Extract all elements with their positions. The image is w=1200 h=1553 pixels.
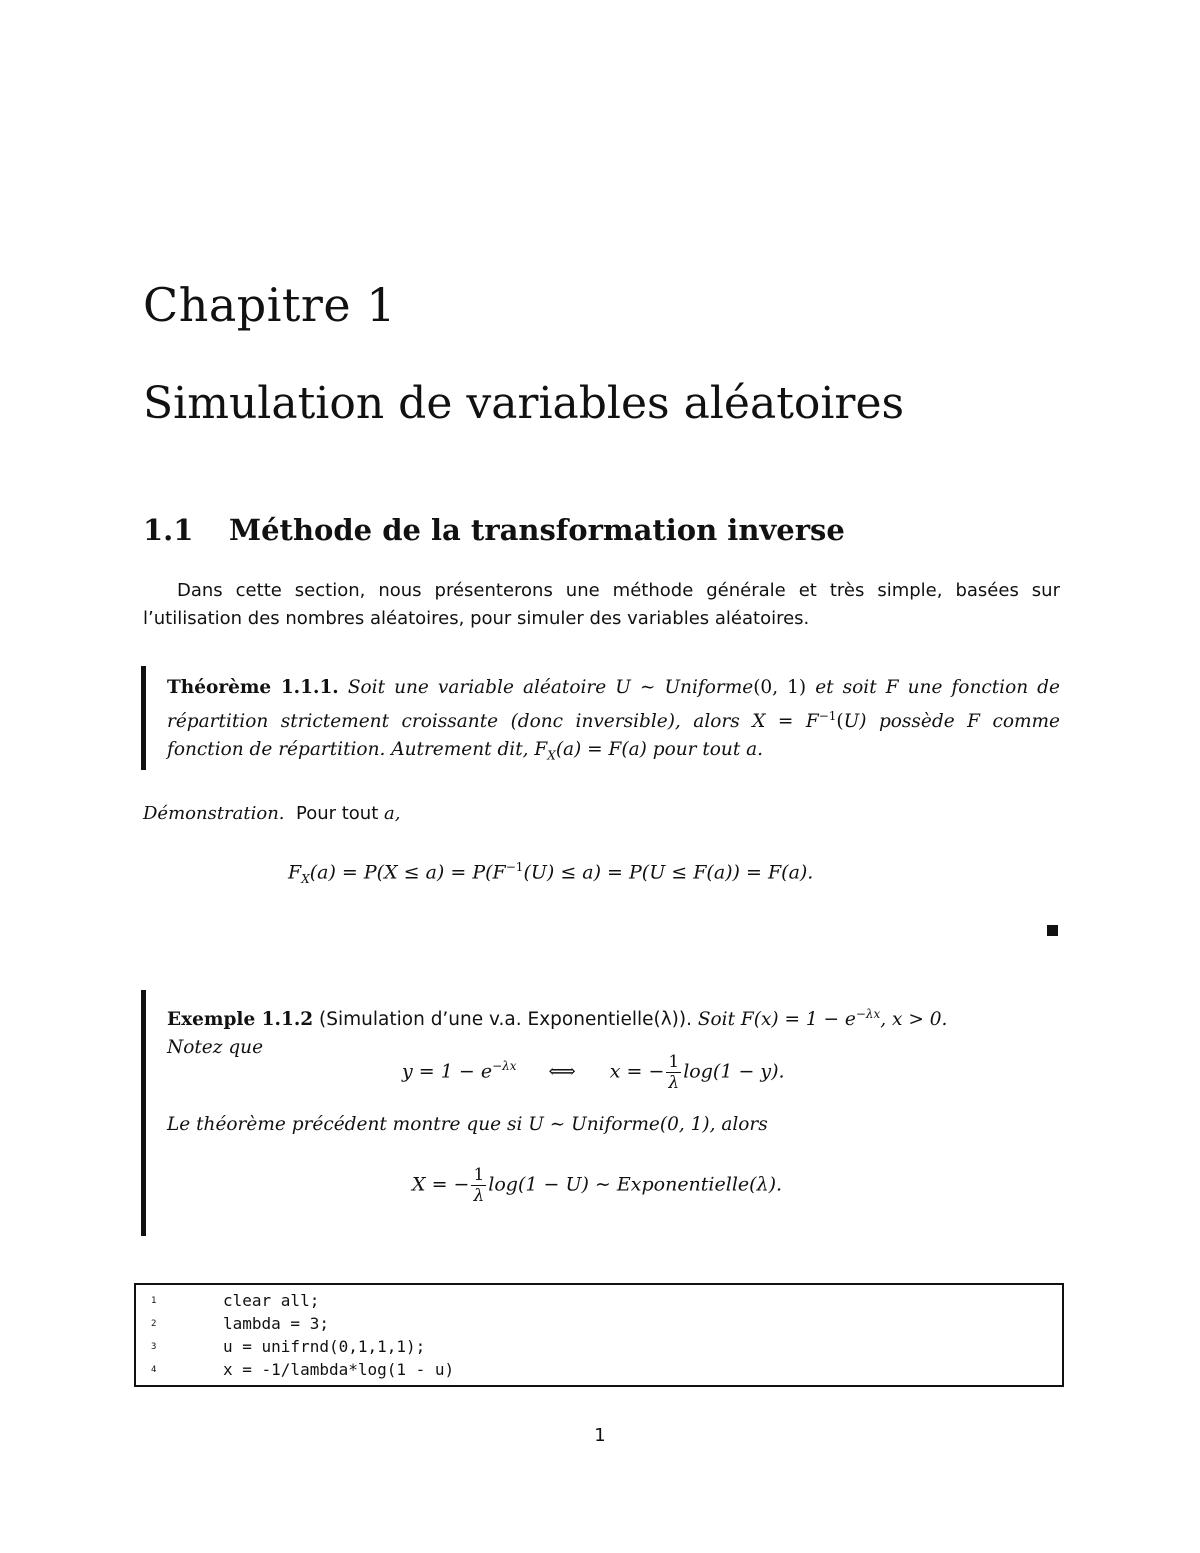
code-line-number: 2 <box>151 1319 157 1329</box>
eq-inverse-sup: −1 <box>505 860 524 874</box>
example-equation-1 <box>402 1052 785 1093</box>
intro-paragraph: Dans cette section, nous présenterons une méthode générale et très simple, basées sur l’utilisation des nombres aléatoires, pour simuler des variables aléatoires. <box>143 580 1060 629</box>
example-cdf: F(x) = 1 − e <box>740 1009 856 1031</box>
theorem-var-u: U <box>615 677 631 698</box>
theorem-text: comme fonction de répartition. Autrement dit, <box>167 711 1061 761</box>
example-line-1 <box>167 1000 1062 1034</box>
theorem-text: et soit <box>806 677 886 698</box>
eq2-right: x = − <box>609 1060 665 1083</box>
eq2-log: log(1 − y). <box>683 1060 785 1083</box>
eq3-denominator: λ <box>473 1186 485 1206</box>
iff-icon: ⟺ <box>548 1060 576 1083</box>
theorem-var-f: F <box>885 677 899 698</box>
eq2-left: y = 1 − e <box>402 1060 493 1083</box>
section-number: 1.1 <box>143 513 194 547</box>
code-line-text: clear all; <box>223 1291 320 1310</box>
theorem-sub-x: X <box>547 748 556 763</box>
eq3-param: (λ). <box>749 1173 783 1196</box>
theorem-inverse-sup: −1 <box>818 709 837 723</box>
demonstration-label: Démonstration. <box>143 803 285 824</box>
theorem-label: Théorème 1.1.1. <box>167 677 339 698</box>
code-line-number: 3 <box>151 1342 157 1352</box>
theorem-text: ) possède <box>859 711 968 733</box>
code-listing <box>134 1283 1064 1387</box>
eq3-distribution: Exponentielle <box>616 1173 750 1196</box>
chapter-title: Simulation de variables aléatoires <box>143 378 905 429</box>
section-heading <box>143 513 845 547</box>
eq3-fraction <box>471 1165 486 1206</box>
demonstration-text: Pour tout <box>295 803 384 824</box>
example-bar <box>141 990 146 1236</box>
eq2-denominator: λ <box>668 1073 680 1093</box>
example-equation-2 <box>412 1165 782 1206</box>
section-title: Méthode de la transformation inverse <box>229 513 845 547</box>
theorem-uniforme: Uniforme <box>664 677 754 698</box>
theorem-equation: (a) = F(a) <box>555 739 647 761</box>
theorem-var-a: a. <box>746 739 764 761</box>
theorem-sim: ∼ <box>630 677 665 698</box>
demonstration-var: a, <box>384 803 401 824</box>
theorem-1-1-1 <box>167 674 1060 770</box>
eq-sub-x: X <box>301 872 310 887</box>
eq-f: F <box>288 861 302 884</box>
chapter-label: Chapitre 1 <box>143 278 396 332</box>
code-line-text: u = unifrnd(0,1,1,1); <box>223 1337 426 1356</box>
eq-part: (a) = P(X ≤ a) = P(F <box>309 861 506 884</box>
theorem-var-f: F <box>967 711 980 733</box>
theorem-var-f: F <box>534 739 548 761</box>
eq3-log: log(1 − U) ∼ <box>488 1173 617 1196</box>
eq-part: (U) ≤ a) = P(U ≤ F(a)) = F(a). <box>523 861 814 884</box>
example-domain: , x > 0. <box>880 1009 948 1031</box>
page-number: 1 <box>594 1425 606 1446</box>
theorem-text: une fonction de répartition strictement croissante (donc inversible), alors <box>167 677 1060 733</box>
qed-square-icon <box>1047 925 1058 936</box>
example-text: Notez que <box>167 1037 264 1059</box>
code-line-number: 4 <box>151 1365 157 1375</box>
theorem-var-x: X <box>752 711 766 733</box>
theorem-paren: ( <box>836 711 844 733</box>
demonstration <box>143 803 400 824</box>
theorem-interval: (0, 1) <box>753 677 807 698</box>
example-line-3: Le théorème précédent montre que si U ∼ Uniforme(0, 1), alors <box>167 1114 768 1135</box>
example-text: Soit <box>697 1009 741 1031</box>
example-label: Exemple 1.1.2 <box>167 1009 314 1031</box>
theorem-text: Soit une variable aléatoire <box>347 677 616 698</box>
example-title: (Simulation d’une v.a. Exponentielle(λ)). <box>319 1009 692 1031</box>
eq3-numerator: 1 <box>473 1165 485 1185</box>
code-line-text: lambda = 3; <box>223 1314 329 1333</box>
theorem-var-u: U <box>843 711 860 733</box>
eq3-left: X = − <box>412 1173 470 1196</box>
theorem-bar <box>141 666 146 770</box>
theorem-eq: = <box>765 711 806 733</box>
theorem-text: pour tout <box>646 739 747 761</box>
theorem-var-f: F <box>805 711 819 733</box>
eq2-numerator: 1 <box>668 1052 680 1072</box>
eq2-fraction <box>666 1052 681 1093</box>
code-line-text: x = -1/lambda*log(1 - u) <box>223 1360 455 1379</box>
eq2-exponent: −λx <box>492 1059 517 1074</box>
demonstration-equation <box>288 860 813 886</box>
example-exponent: −λx <box>855 1007 881 1021</box>
code-line-number: 1 <box>151 1296 157 1306</box>
